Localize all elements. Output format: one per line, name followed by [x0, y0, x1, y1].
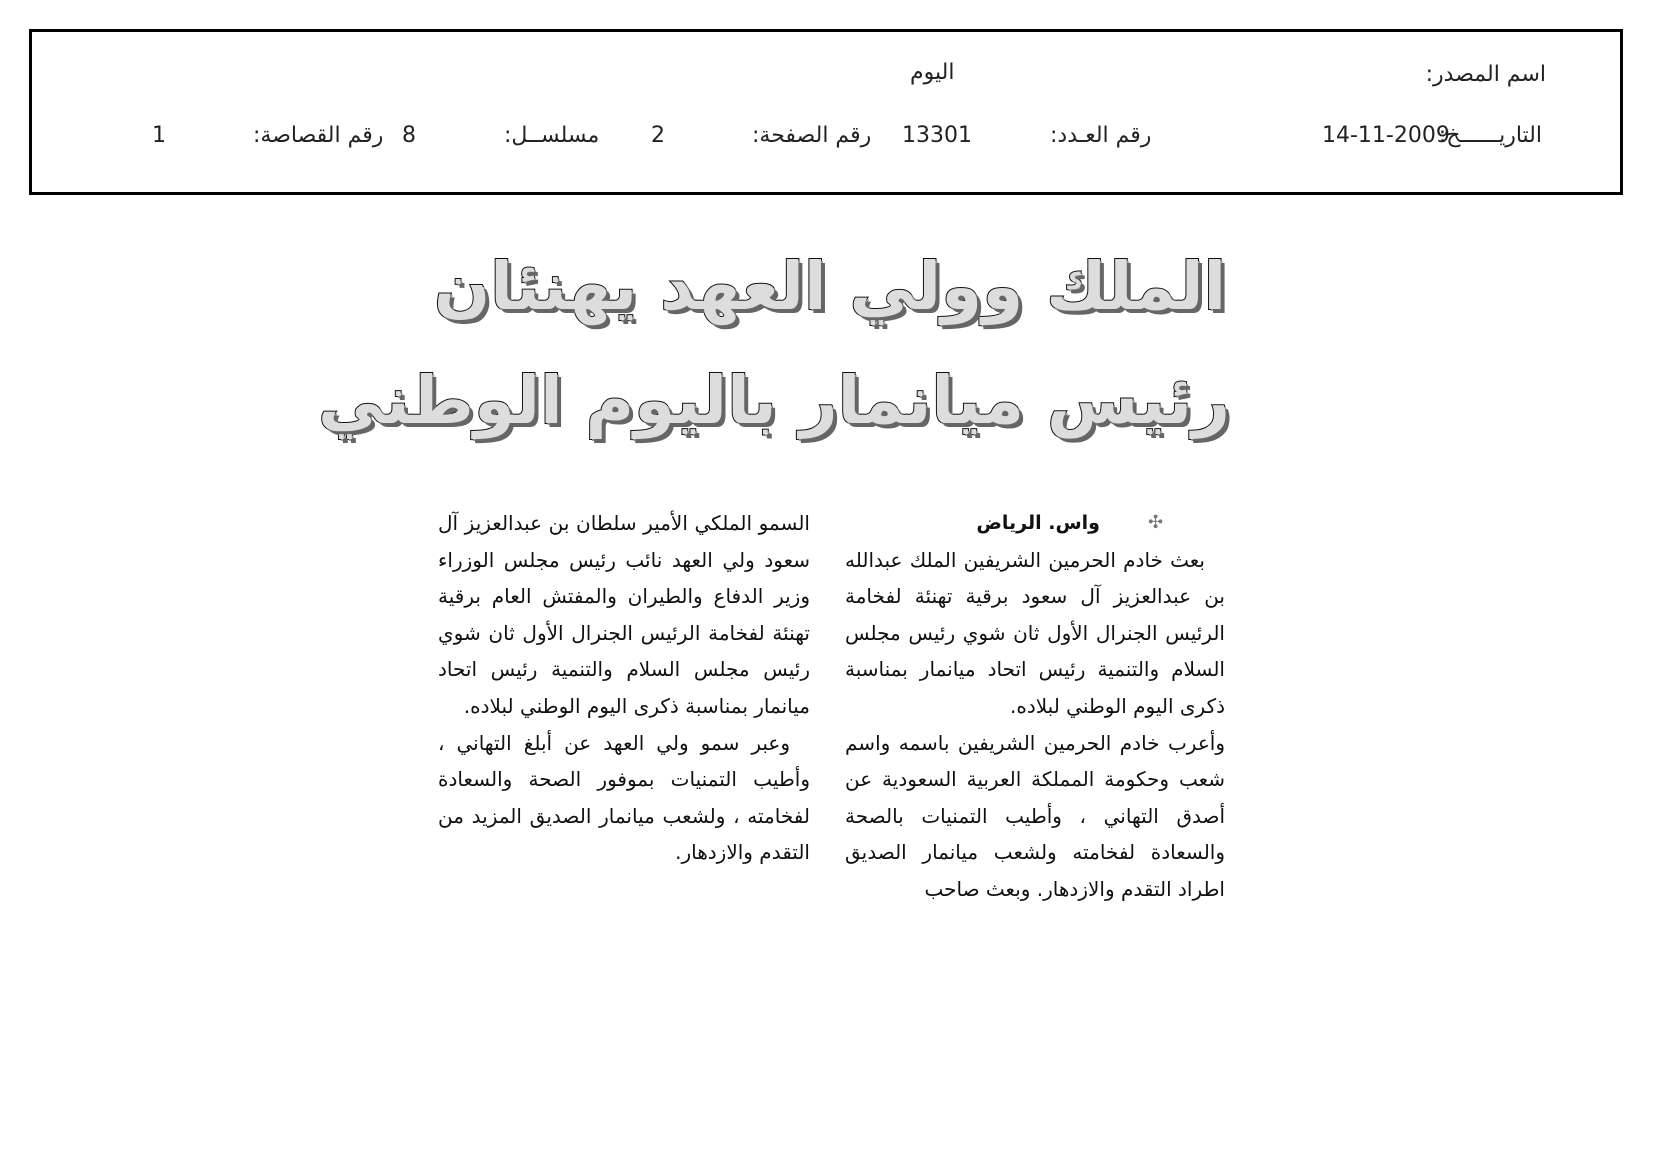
serial-value: 8: [402, 123, 416, 148]
headline-line-2: رئيس ميانمار باليوم الوطني: [317, 362, 1230, 439]
article-column-right: [845, 505, 1225, 908]
page-value: 2: [651, 123, 665, 148]
paragraph: وعبر سمو ولي العهد عن أبلغ التهاني ، وأطيب التمنيات بموفور الصحة والسعادة لفخامته ، ولشعب ميانمار الصديق المزيد من التقدم والازدهار.: [438, 730, 810, 865]
paragraph: بعث خادم الحرمين الشريفين الملك عبدالله بن عبدالعزيز آل سعود برقية تهنئة لفخامة الرئيس الجنرال الأول ثان شوي رئيس مجلس السلام والتنمية رئيس اتحاد ميانمار بمناسبة ذكرى اليوم الوطني لبلاده.: [845, 547, 1225, 718]
dateline: واس. الرياض: [976, 512, 1100, 534]
article-column-left: [438, 505, 810, 871]
headline-line-1: الملك وولي العهد يهنئان: [433, 248, 1227, 325]
clip-value: 1: [152, 123, 166, 148]
source-label: اسم المصدر:: [1425, 62, 1546, 87]
date-label: التاريــــــخ:: [1438, 123, 1542, 148]
source-value: اليوم: [910, 60, 955, 85]
date-value: 14-11-2009: [1322, 123, 1450, 148]
clip-label: رقم القصاصة:: [253, 123, 384, 148]
ornament-icon: ✣: [1148, 512, 1164, 533]
page-label: رقم الصفحة:: [752, 123, 872, 148]
paragraph: السمو الملكي الأمير سلطان بن عبدالعزيز آل سعود ولي العهد نائب رئيس مجلس الوزراء وزير الدفاع والطيران والمفتش العام برقية تهنئة لفخامة الرئيس الجنرال الأول ثان شوي رئيس مجلس السلام والتنمية رئيس اتحاد ميانمار بمناسبة ذكرى اليوم الوطني لبلاده.: [438, 511, 810, 718]
serial-label: مسلســل:: [504, 123, 600, 148]
paragraph: وأعرب خادم الحرمين الشريفين باسمه واسم شعب وحكومة المملكة العربية السعودية عن أصدق التهاني ، وأطيب التمنيات بالصحة والسعادة لفخامته ولشعب ميانمار الصديق اطراد التقدم والازدهار. وبعث صاحب: [845, 730, 1225, 901]
clipping-header: [29, 29, 1623, 195]
issue-label: رقم العـدد:: [1050, 123, 1152, 148]
issue-value: 13301: [902, 123, 972, 148]
